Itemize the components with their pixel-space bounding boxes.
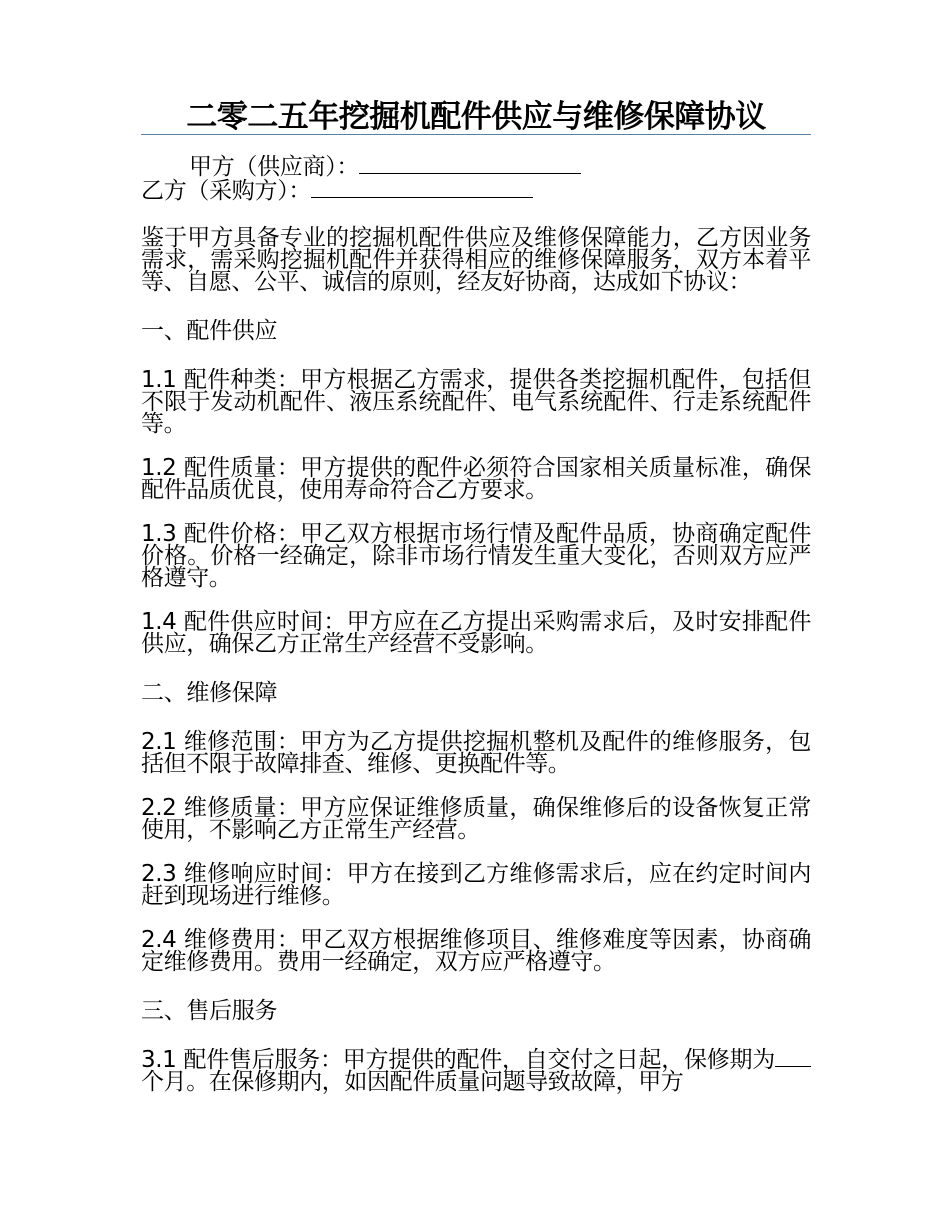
clause-2-3: 2.3 维修响应时间：甲方在接到乙方维修需求后，应在约定时间内赶到现场进行维修。 xyxy=(141,861,811,909)
clause-1-4: 1.4 配件供应时间：甲方应在乙方提出采购需求后，及时安排配件供应，确保乙方正常生产经营不受影响。 xyxy=(141,609,811,657)
clause-2-1: 2.1 维修范围：甲方为乙方提供挖掘机整机及配件的维修服务，包括但不限于故障排查、维修、更换配件等。 xyxy=(141,729,811,777)
parties-block xyxy=(141,155,811,203)
party-b-label: 乙方（采购方）： xyxy=(141,178,312,204)
section-heading-3: 三、售后服务 xyxy=(141,998,278,1024)
section-heading-1: 一、配件供应 xyxy=(141,318,278,344)
clause-1-3: 1.3 配件价格：甲乙双方根据市场行情及配件品质，协商确定配件价格。价格一经确定，除非市场行情发生重大变化，否则双方应严格遵守。 xyxy=(141,521,811,591)
warranty-months-blank xyxy=(775,1052,811,1067)
party-a-label: 甲方（供应商）： xyxy=(189,154,360,180)
clause-2-4: 2.4 维修费用：甲乙双方根据维修项目、维修难度等因素，协商确定维修费用。费用一经确定，双方应严格遵守。 xyxy=(141,927,811,975)
clause-3-1-text-after: 个月。在保修期内，如因配件质量问题导致故障，甲方 xyxy=(141,1069,684,1095)
intro-paragraph: 鉴于甲方具备专业的挖掘机配件供应及维修保障能力，乙方因业务需求，需采购挖掘机配件并获得相应的维修保障服务，双方本着平等、自愿、公平、诚信的原则，经友好协商，达成如下协议： xyxy=(141,225,811,295)
section-heading-2: 二、维修保障 xyxy=(141,680,278,706)
clause-3-1-text-before: 3.1 配件售后服务：甲方提供的配件，自交付之日起，保修期为 xyxy=(141,1047,775,1073)
clause-3-1 xyxy=(141,1049,811,1093)
clause-1-2: 1.2 配件质量：甲方提供的配件必须符合国家相关质量标准，确保配件品质优良，使用寿命符合乙方要求。 xyxy=(141,455,811,503)
party-a-line xyxy=(141,155,811,179)
clause-1-1: 1.1 配件种类：甲方根据乙方需求，提供各类挖掘机配件，包括但不限于发动机配件、液压系统配件、电气系统配件、行走系统配件等。 xyxy=(141,367,811,437)
clause-2-2: 2.2 维修质量：甲方应保证维修质量，确保维修后的设备恢复正常使用，不影响乙方正常生产经营。 xyxy=(141,795,811,843)
party-a-blank xyxy=(359,155,581,174)
party-b-line xyxy=(141,179,811,203)
party-b-blank xyxy=(311,179,533,198)
document-title: 二零二五年挖掘机配件供应与维修保障协议 xyxy=(186,99,766,135)
document-page xyxy=(141,96,811,1093)
